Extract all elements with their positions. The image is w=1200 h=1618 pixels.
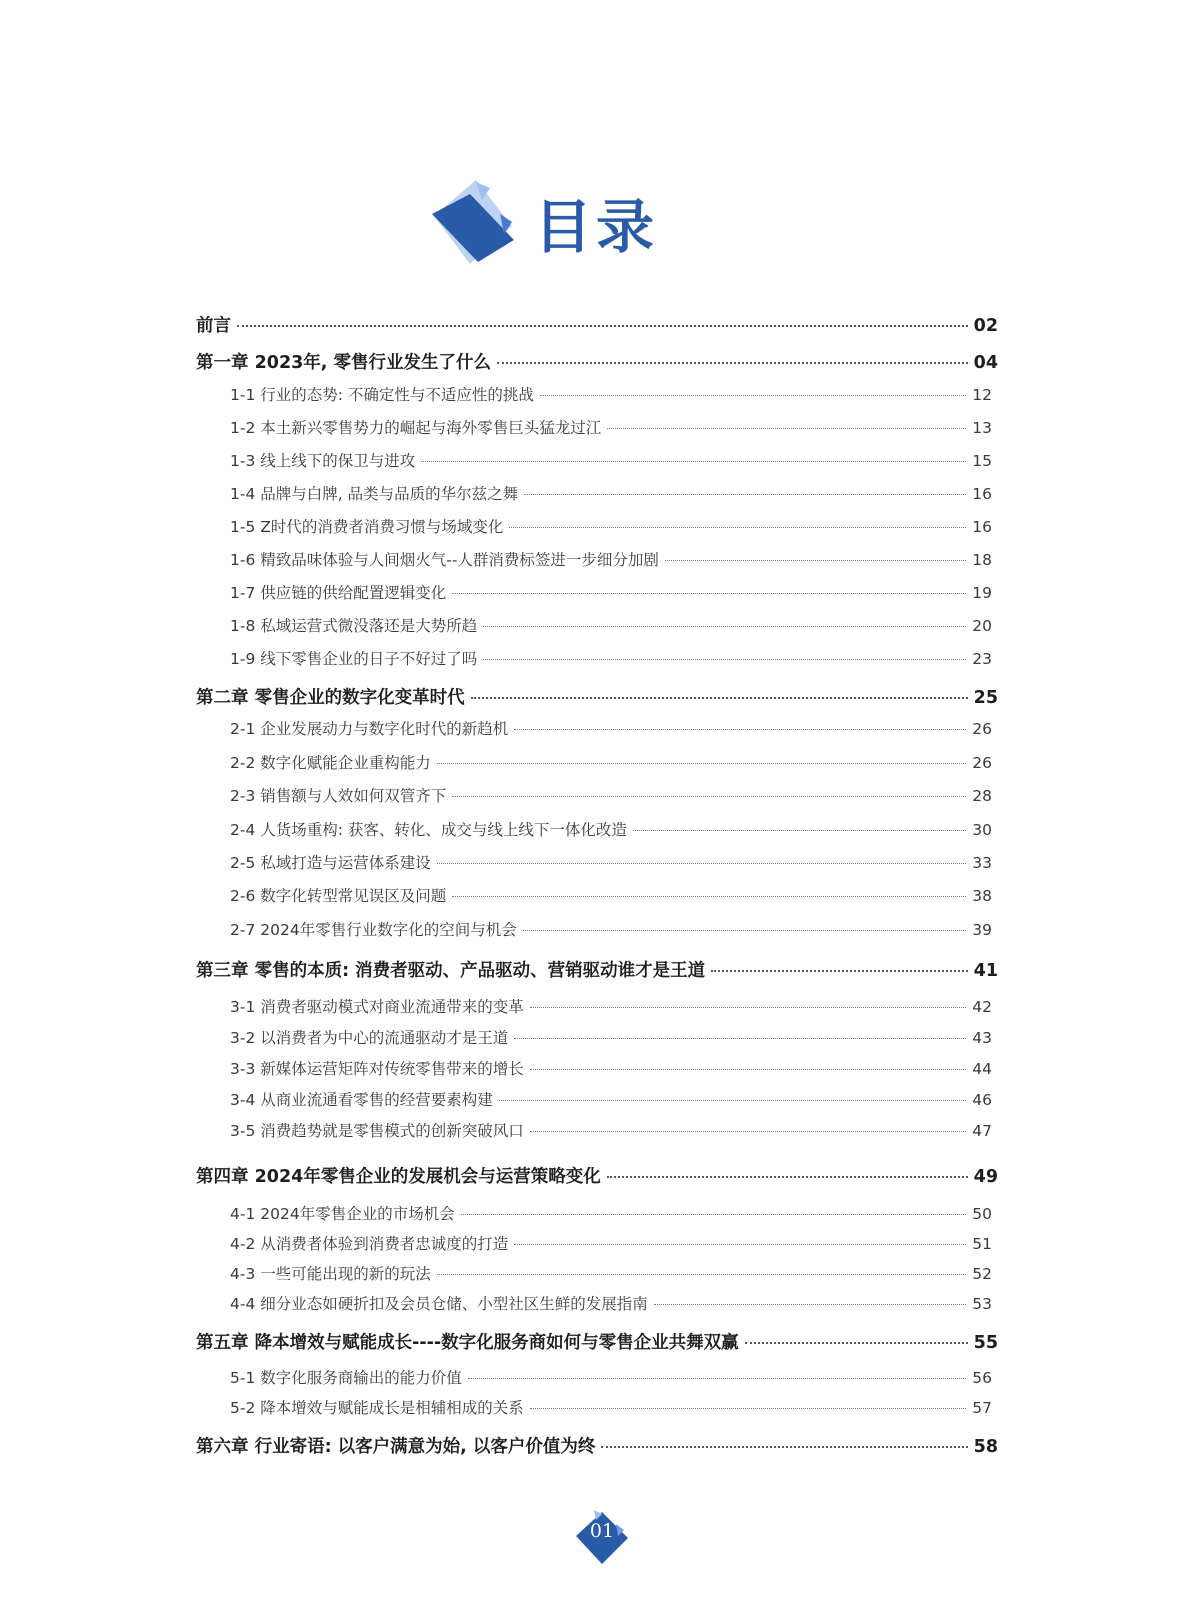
toc-entry-page: 49 [973,1167,998,1187]
toc-entry-label: 3-2 以消费者为中心的流通驱动才是王道 [230,1029,509,1047]
toc-entry-page: 47 [972,1122,992,1140]
toc-entry-label: 1-5 Z时代的消费者消费习惯与场域变化 [230,518,504,536]
toc-entry-page: 55 [973,1333,998,1353]
toc-entry-chapter-2[interactable] [196,684,998,709]
toc-entry-page: 52 [972,1265,992,1283]
dot-leader [530,1131,967,1132]
dot-leader [437,863,967,864]
toc-entry-page: 23 [972,650,992,668]
toc-entry-label: 1-4 品牌与白牌, 品类与品质的华尔兹之舞 [230,485,519,503]
dot-leader [471,697,968,699]
dot-leader [607,428,966,429]
toc-entry-page: 02 [973,316,998,336]
toc-entry-label: 1-7 供应链的供给配置逻辑变化 [230,584,447,602]
dot-leader [523,930,967,931]
toc-entry-1-5[interactable] [230,515,992,537]
toc-entry-page: 12 [972,386,992,404]
page-number: 01 [589,1520,615,1542]
dot-leader [601,1446,967,1448]
toc-entry-page: 15 [972,452,992,470]
dot-leader [530,1408,967,1409]
toc-entry-label: 第六章 行业寄语: 以客户满意为始, 以客户价值为终 [196,1437,596,1457]
toc-entry-4-1[interactable] [230,1202,992,1224]
toc-entry-label: 第三章 零售的本质: 消费者驱动、产品驱动、营销驱动谁才是王道 [196,961,706,981]
toc-entry-label: 1-2 本土新兴零售势力的崛起与海外零售巨头猛龙过江 [230,419,602,437]
dot-leader [745,1342,968,1344]
toc-entry-2-1[interactable] [230,717,992,739]
toc-entry-page: 20 [972,617,992,635]
dot-leader [437,763,967,764]
toc-entry-1-2[interactable] [230,416,992,438]
toc-entry-label: 1-8 私域运营式微没落还是大势所趋 [230,617,478,635]
toc-entry-page: 58 [973,1437,998,1457]
toc-entry-3-3[interactable] [230,1057,992,1079]
toc-entry-label: 1-9 线下零售企业的日子不好过了吗 [230,650,478,668]
dot-leader [540,395,966,396]
toc-entry-page: 13 [972,419,992,437]
toc-entry-2-4[interactable] [230,818,992,840]
dot-leader [452,896,966,897]
dot-leader [452,796,966,797]
toc-entry-page: 39 [972,921,992,939]
toc-entry-page: 51 [972,1235,992,1253]
dot-leader [483,659,966,660]
toc-entry-label: 2-3 销售额与人效如何双管齐下 [230,787,447,805]
toc-entry-page: 53 [972,1295,992,1313]
toc-entry-chapter-5[interactable] [196,1329,998,1354]
dot-leader [468,1378,967,1379]
dot-leader [665,560,966,561]
toc-entry-page: 28 [972,787,992,805]
toc-entry-label: 4-2 从消费者体验到消费者忠诚度的打造 [230,1235,509,1253]
toc-entry-2-7[interactable] [230,918,992,940]
toc-entry-label: 3-5 消费趋势就是零售模式的创新突破风口 [230,1122,524,1140]
toc-entry-label: 第五章 降本增效与赋能成长----数字化服务商如何与零售企业共舞双赢 [196,1333,739,1353]
dot-leader [437,1274,967,1275]
toc-entry-label: 4-4 细分业态如硬折扣及会员仓储、小型社区生鲜的发展指南 [230,1295,648,1313]
toc-entry-page: 16 [972,485,992,503]
toc-entry-chapter-6[interactable] [196,1433,998,1458]
toc-entry-chapter-1[interactable] [196,349,998,374]
toc-entry-4-2[interactable] [230,1232,992,1254]
dot-leader [483,626,966,627]
toc-entry-page: 44 [972,1060,992,1078]
toc-entry-page: 26 [972,720,992,738]
dot-leader [237,325,968,327]
toc-entry-2-2[interactable] [230,751,992,773]
page-title: 目录 [534,193,659,261]
dot-leader [514,1038,966,1039]
toc-entry-page: 56 [972,1369,992,1387]
dot-leader [711,970,967,972]
toc-entry-1-6[interactable] [230,548,992,570]
toc-entry-page: 26 [972,754,992,772]
toc-entry-label: 5-2 降本增效与赋能成长是相辅相成的关系 [230,1399,524,1417]
dot-leader [497,362,968,364]
dot-leader [530,1069,967,1070]
dot-leader [514,1244,966,1245]
toc-entry-3-1[interactable] [230,995,992,1017]
toc-entry-label: 2-4 人货场重构: 获客、转化、成交与线上线下一体化改造 [230,821,627,839]
toc-entry-page: 41 [973,961,998,981]
toc-entry-page: 16 [972,518,992,536]
toc-entry-page: 30 [972,821,992,839]
toc-entry-page: 38 [972,887,992,905]
toc-entry-label: 1-1 行业的态势: 不确定性与不适应性的挑战 [230,386,534,404]
toc-entry-2-6[interactable] [230,884,992,906]
toc-entry-3-4[interactable] [230,1088,992,1110]
toc-entry-label: 4-1 2024年零售企业的市场机会 [230,1205,455,1223]
page-number-badge [572,1508,632,1568]
toc-entry-4-3[interactable] [230,1262,992,1284]
toc-entry-1-7[interactable] [230,581,992,603]
toc-entry-label: 2-2 数字化赋能企业重构能力 [230,754,431,772]
toc-entry-label: 第一章 2023年, 零售行业发生了什么 [196,353,492,373]
toc-entry-page: 43 [972,1029,992,1047]
toc-entry-page: 50 [972,1205,992,1223]
toc-entry-preface[interactable] [196,312,998,337]
toc-entry-label: 第二章 零售企业的数字化变革时代 [196,688,465,708]
toc-entry-chapter-3[interactable] [196,957,998,982]
toc-entry-label: 前言 [196,316,231,336]
dot-leader [654,1304,967,1305]
toc-entry-1-1[interactable] [230,383,992,405]
toc-entry-page: 42 [972,998,992,1016]
dot-leader [421,461,966,462]
toc-entry-1-9[interactable] [230,647,992,669]
toc-entry-label: 2-7 2024年零售行业数字化的空间与机会 [230,921,517,939]
toc-entry-label: 第四章 2024年零售企业的发展机会与运营策略变化 [196,1167,601,1187]
dot-leader [461,1214,967,1215]
toc-entry-label: 4-3 一些可能出现的新的玩法 [230,1265,431,1283]
toc-entry-page: 57 [972,1399,992,1417]
toc-entry-label: 2-6 数字化转型常见误区及问题 [230,887,447,905]
toc-entry-label: 5-1 数字化服务商输出的能力价值 [230,1369,462,1387]
toc-entry-1-8[interactable] [230,614,992,636]
toc-entry-label: 1-6 精致品味体验与人间烟火气--人群消费标签进一步细分加剧 [230,551,659,569]
toc-entry-5-1[interactable] [230,1366,992,1388]
toc-entry-label: 3-3 新媒体运营矩阵对传统零售带来的增长 [230,1060,524,1078]
toc-entry-page: 19 [972,584,992,602]
toc-entry-page: 46 [972,1091,992,1109]
toc-entry-label: 3-4 从商业流通看零售的经营要素构建 [230,1091,493,1109]
toc-entry-4-4[interactable] [230,1292,992,1314]
dot-leader [524,494,966,495]
toc-entry-page: 18 [972,551,992,569]
dot-leader [530,1007,967,1008]
toc-entry-1-4[interactable] [230,482,992,504]
toc-entry-page: 25 [973,688,998,708]
toc-entry-page: 04 [973,353,998,373]
toc-entry-2-3[interactable] [230,784,992,806]
toc-entry-label: 2-5 私域打造与运营体系建设 [230,854,431,872]
toc-entry-label: 3-1 消费者驱动模式对商业流通带来的变革 [230,998,524,1016]
dot-leader [633,830,966,831]
toc-entry-chapter-4[interactable] [196,1163,998,1188]
toc-entry-3-2[interactable] [230,1026,992,1048]
dot-leader [607,1176,968,1178]
dot-leader [514,729,966,730]
toc-entry-3-5[interactable] [230,1119,992,1141]
dot-leader [452,593,966,594]
dot-leader [499,1100,967,1101]
toc-entry-1-3[interactable] [230,449,992,471]
toc-entry-label: 1-3 线上线下的保卫与进攻 [230,452,416,470]
toc-entry-label: 2-1 企业发展动力与数字化时代的新趋机 [230,720,509,738]
dot-leader [509,527,966,528]
toc-entry-page: 33 [972,854,992,872]
toc-entry-5-2[interactable] [230,1396,992,1418]
toc-entry-2-5[interactable] [230,851,992,873]
